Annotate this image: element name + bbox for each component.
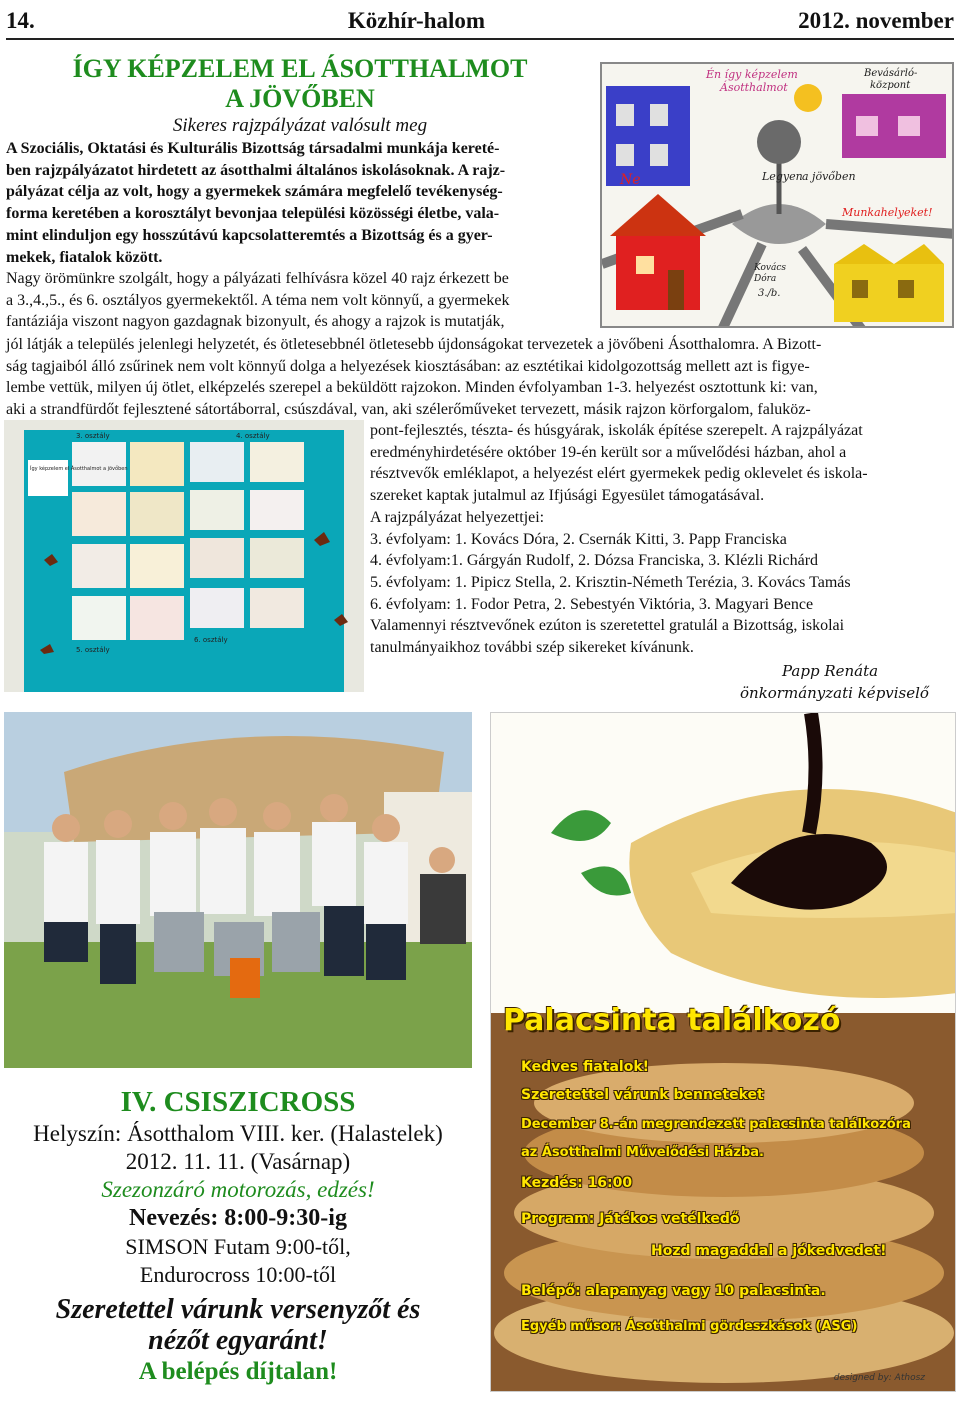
winners-line: 6. évfolyam: 1. Fodor Petra, 2. Sebestyén Viktória, 3. Magyari Bence <box>370 595 814 613</box>
csiszicross-venue: Helyszín: Ásotthalom VIII. ker. (Halastelek) <box>33 1121 443 1146</box>
poster-line: Kedves fiatalok! <box>521 1059 650 1075</box>
csiszicross-simson: SIMSON Futam 9:00-től, <box>125 1234 351 1259</box>
text-line: A rajzpályázat helyezettjei: <box>370 508 545 526</box>
text-line: ság tagjaiból álló zsűrinek nem volt könnyű dolga a helyezések kiosztásában: az esztétikai kidolgozottság mellett azt is figye- <box>6 357 810 375</box>
csiszicross-enduro: Endurocross 10:00-től <box>139 1262 337 1287</box>
signature-role: önkormányzati képviselő <box>740 684 929 702</box>
text-line: fantáziája viszont nagyon gazdagnak bizonyult, és ahogy a rajzok is mutatják, <box>6 313 505 331</box>
winners-line: 3. évfolyam: 1. Kovács Dóra, 2. Csernák Kitti, 3. Papp Franciska <box>370 530 787 548</box>
csiszicross-subtitle: Szezonzáró motorozás, edzés! <box>101 1177 375 1202</box>
text-line: Valamennyi résztvevőnek ezúton is szeretettel gratulál a Bizottság, iskolai <box>370 617 845 635</box>
board-label: 3. osztály <box>76 432 110 440</box>
drawing-text: Ne <box>620 172 641 188</box>
poster-line: Hozd magaddal a jókedvedet! <box>651 1243 887 1259</box>
csiszicross-date: 2012. 11. 11. (Vasárnap) <box>125 1149 351 1174</box>
drawing-text: a jövőben <box>802 170 856 183</box>
poster-line: Program: Játékos vetélkedő <box>521 1211 740 1227</box>
lead-line: mekek, fiatalok között. <box>6 248 163 266</box>
group-photo <box>4 712 472 1068</box>
text-line: a 3.,4.,5., és 6. osztályos gyermekektől. A téma nem volt könnyű, a gyermekek <box>6 291 510 309</box>
board-label: Így képzelem el Ásotthalmot a jövőben <box>30 466 128 472</box>
issue-date: 2012. november <box>798 8 954 33</box>
text-line: aki a strandfürdőt fejlesztené sátortáborral, csúszdával, van, aki szélerőműveket tervezett, másik rajzon körforgalom, faluköz- <box>6 401 811 419</box>
childrens-drawing-image <box>600 62 954 328</box>
poster-credit: designed by: Athosz <box>833 1373 925 1383</box>
lead-line: forma keretében a korosztályt bevonjaa települési közösségi életbe, vala- <box>6 205 500 223</box>
drawing-text: Dóra <box>754 274 777 284</box>
csiszicross-free-entry: A belépés díjtalan! <box>138 1358 338 1385</box>
drawing-text: Ásotthalmot <box>720 81 788 94</box>
lead-line: pályázat célja az volt, hogy a gyermekek számára megfelelő tevékenység- <box>6 183 503 201</box>
lead-line: A Szociális, Oktatási és Kulturális Bizottság társadalmi munkája kereté- <box>6 140 500 157</box>
lead-line: ben rajzpályázatot hirdetett az ásotthalmi általános iskolásoknak. A rajz- <box>6 161 506 179</box>
text-line: Nagy örömünkre szolgált, hogy a pályázati felhívásra közel 40 rajz érkezett be <box>6 270 509 287</box>
drawing-text: Legyen <box>762 170 803 183</box>
text-line: eredményhirdetésére október 19-én került sor a művelődési házban, ahol a <box>370 443 847 461</box>
article-subtitle: Sikeres rajzpályázat valósult meg <box>172 115 428 136</box>
board-illustration <box>4 420 364 692</box>
article-title-line1: ÍGY KÉPZELEM EL ÁSOTTHALMOT <box>72 54 528 83</box>
header-divider <box>6 38 954 40</box>
article-paragraph-2 <box>6 334 956 421</box>
winners-line: 4. évfolyam:1. Gárgyán Rudolf, 2. Dózsa Franciska, 3. Klézli Richárd <box>370 552 819 570</box>
article-lead <box>6 138 594 268</box>
publication-name: Közhír-halom <box>347 8 485 33</box>
csiszicross-registration: Nevezés: 8:00-9:30-ig <box>129 1205 347 1231</box>
text-line: lembe vettük, milyen új ötlet, elképzelés szerepel a beküldött rajzokon. Minden évfolyamban 1-3. helyezést osztottunk ki: van, <box>6 379 818 397</box>
article-title-line2: A JÖVŐBEN <box>225 84 375 113</box>
invite-line: Szeretettel várunk versenyzőt és <box>55 1294 421 1325</box>
poster-line: Egyéb műsor: Ásotthalmi gördeszkások (ASG) <box>521 1319 858 1334</box>
csiszicross-announcement <box>4 1068 472 1394</box>
page-header <box>6 6 954 36</box>
board-label: 4. osztály <box>236 432 270 440</box>
poster-line: az Ásotthalmi Művelődési Házba. <box>521 1145 764 1160</box>
board-label: 5. osztály <box>76 646 110 654</box>
group-illustration <box>4 712 472 1068</box>
poster-line: Kezdés: 16:00 <box>521 1175 633 1191</box>
text-line: résztvevők emléklapot, a helyezést elért gyermekek pedig oklevelet és iskola- <box>370 465 868 483</box>
poster-line: December 8.-án megrendezett palacsinta találkozóra <box>521 1117 911 1132</box>
pancake-poster <box>490 712 956 1392</box>
drawing-text: Kovács <box>754 263 787 273</box>
poster-line: Belépő: alapanyag vagy 10 palacsinta. <box>521 1283 826 1299</box>
csiszicross-invite <box>4 1294 472 1356</box>
invite-line: nézőt egyaránt! <box>148 1325 328 1356</box>
drawing-illustration <box>602 64 954 328</box>
text-line: tanulmányaikhoz további szép sikereket kívánunk. <box>370 639 694 657</box>
article-paragraph-1 <box>6 268 594 333</box>
text-line: jól látják a település jelenlegi helyzetét, és ötletesebbnél ötletesebb újdonságokat tervezetek a jövőbeni Ásotthalomra. A Bizott- <box>6 336 822 353</box>
csiszicross-title: IV. CSISZICROSS <box>120 1086 356 1118</box>
text-line: pont-fejlesztés, tészta- és húsgyárak, iskolák építése szerepelt. A rajzpályázat <box>370 422 863 439</box>
poster-title: Palacsinta találkozó <box>503 1003 841 1038</box>
article-paragraph-3 <box>370 420 954 659</box>
text-line: szereket kaptak jutalmul az Ifjúsági Egyesület támogatásával. <box>370 487 765 505</box>
board-label: 6. osztály <box>194 636 228 644</box>
drawing-text: Munkahelyeket! <box>842 206 933 219</box>
exhibition-board-photo <box>4 420 364 692</box>
winners-line: 5. évfolyam: 1. Pipicz Stella, 2. Krisztin-Németh Terézia, 3. Kovács Tamás <box>370 573 851 591</box>
drawing-text: 3./b. <box>758 288 781 299</box>
signature-name: Papp Renáta <box>782 662 879 680</box>
drawing-text: Bevásárló- <box>864 68 918 79</box>
lead-line: mint elinduljon egy hosszútávú kapcsolatteremtés a Bizottság és a gyer- <box>6 226 493 244</box>
poster-line: Szeretettel várunk benneteket <box>521 1087 764 1103</box>
drawing-text: Én így képzelem <box>706 68 798 81</box>
drawing-text: központ <box>870 80 911 91</box>
page-number: 14. <box>6 8 35 33</box>
